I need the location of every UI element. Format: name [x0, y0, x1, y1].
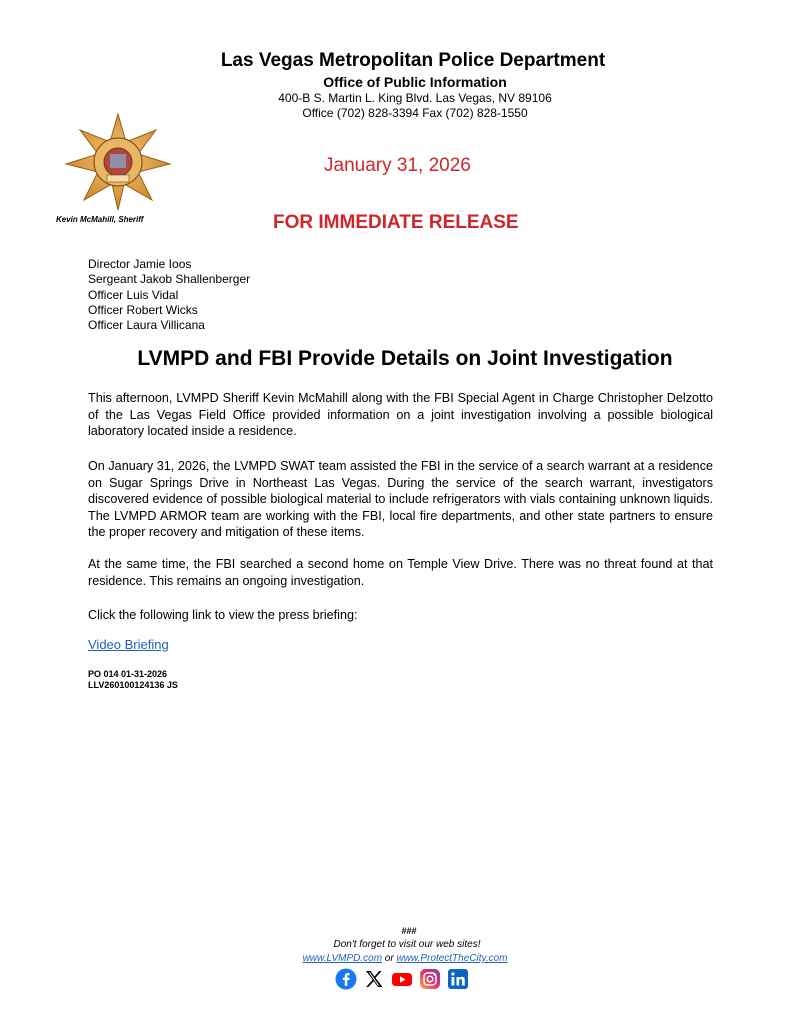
- office-phone-fax: Office (702) 828-3394 Fax (702) 828-1550: [302, 106, 528, 120]
- footer-websites: [10, 953, 790, 964]
- office-address: 400-B S. Martin L. King Blvd. Las Vegas, NV 89106: [278, 91, 552, 105]
- linkedin-icon[interactable]: [446, 967, 470, 991]
- footer-note: Don't forget to visit our web sites!: [333, 939, 481, 950]
- end-marker: ###: [401, 926, 417, 936]
- social-icons: [334, 966, 470, 992]
- contact-item: Officer Luis Vidal: [88, 287, 179, 302]
- headline: LVMPD and FBI Provide Details on Joint Investigation: [137, 347, 673, 370]
- police-badge-logo: [62, 112, 174, 212]
- body-paragraph-3: At the same time, the FBI searched a second home on Temple View Drive. There was no threat found at that residence. This remains an ongoing investigation.: [88, 557, 713, 588]
- video-briefing-link[interactable]: Video Briefing: [88, 637, 169, 652]
- facebook-icon[interactable]: [334, 967, 358, 991]
- release-label: FOR IMMEDIATE RELEASE: [273, 212, 519, 233]
- lvmpd-website-link[interactable]: www.LVMPD.com: [302, 953, 383, 964]
- contact-item: Sergeant Jakob Shallenberger: [88, 272, 251, 287]
- reference-numbers: [88, 669, 178, 691]
- po-number: PO 014 01-31-2026: [88, 669, 168, 679]
- youtube-icon[interactable]: [390, 967, 414, 991]
- contact-item: Director Jamie Ioos: [88, 257, 192, 271]
- contact-list: [88, 257, 250, 333]
- office-name: Office of Public Information: [323, 74, 507, 90]
- instagram-icon[interactable]: [418, 967, 442, 991]
- contact-item: Officer Robert Wicks: [88, 302, 198, 317]
- release-date: January 31, 2026: [324, 155, 471, 176]
- body-paragraph-2: On January 31, 2026, the LVMPD SWAT team assisted the FBI in the service of a search warrant at a residence on Sugar Springs Drive in Northeast Las Vegas. During the service of the search warrant, investigators discovered evidence of possible biological material to include refrigerators with vials containing unknown liquids. The LVMPD ARMOR team are working with the FBI, local fire departments, and other state partners to ensure the proper recovery and mitigation of these items.: [88, 459, 713, 539]
- protectthecity-website-link[interactable]: www.ProtectTheCity.com: [396, 953, 508, 964]
- contact-item: Officer Laura Villicana: [88, 318, 205, 333]
- llv-number: LLV260100124136 JS: [88, 680, 178, 690]
- x-icon[interactable]: [362, 967, 386, 991]
- sheriff-name: Kevin McMahill, Sheriff: [56, 215, 144, 224]
- footer-or: or: [382, 953, 397, 964]
- body-paragraph-4: Click the following link to view the press briefing:: [88, 608, 358, 622]
- department-name: Las Vegas Metropolitan Police Department: [220, 50, 606, 71]
- body-paragraph-1: This afternoon, LVMPD Sheriff Kevin McMahill along with the FBI Special Agent in Charge Christopher Delzotto of the Las Vegas Field Office provided information on a joint investigation involving a possible biological laboratory located inside a residence.: [88, 391, 713, 438]
